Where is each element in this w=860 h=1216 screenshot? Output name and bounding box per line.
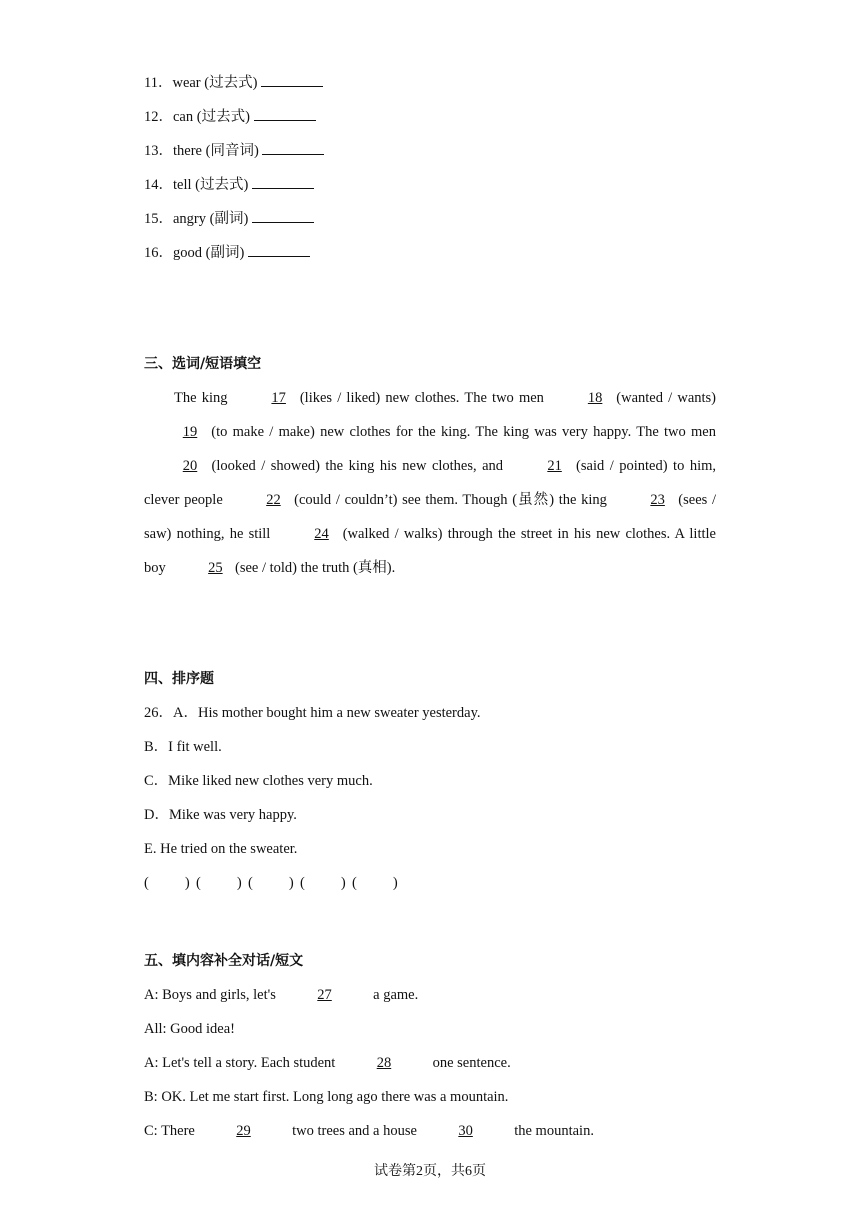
question-26-option-a: 26．A．His mother bought him a new sweater yesterday. [144, 705, 481, 721]
option-c: C．Mike liked new clothes very much. [144, 773, 373, 789]
question-14: 14．tell (过去式) [144, 174, 314, 195]
question-15: 15．angry (副词) [144, 208, 314, 229]
question-12: 12．can (过去式) [144, 106, 316, 127]
blank-20[interactable]: 20 [182, 458, 198, 474]
blank-17[interactable]: 17 [271, 390, 286, 406]
option-d: D．Mike was very happy. [144, 807, 297, 823]
answer-blank[interactable] [262, 140, 324, 155]
blank-27[interactable]: 27 [317, 987, 332, 1003]
question-11: 11．wear (过去式) [144, 72, 323, 93]
section-5-title: 五、填内容补全对话/短文 [144, 953, 304, 969]
blank-29[interactable]: 29 [236, 1123, 251, 1139]
question-13: 13．there (同音词) [144, 140, 324, 161]
option-e: E. He tried on the sweater. [144, 841, 298, 857]
answer-blank[interactable] [254, 106, 316, 121]
dialogue-line-2: All: Good idea! [144, 1021, 236, 1037]
dialogue-line-3: A: Let's tell a story. Each student 28 one sentence. [144, 1055, 511, 1071]
section-4-title: 四、排序题 [144, 671, 214, 687]
blank-23[interactable]: 23 [650, 492, 665, 508]
blank-19[interactable]: 19 [182, 424, 198, 440]
answer-blank[interactable] [252, 208, 314, 223]
blank-21[interactable]: 21 [547, 458, 562, 474]
page-footer: 试卷第2页，共6页 [374, 1164, 486, 1179]
answer-blank[interactable] [261, 72, 323, 87]
section-3-title: 三、选词/短语填空 [144, 356, 262, 372]
blank-24[interactable]: 24 [314, 526, 329, 542]
question-16: 16．good (副词) [144, 242, 310, 263]
answer-blank[interactable] [248, 242, 310, 257]
dialogue-line-4: B: OK. Let me start first. Long long ago there was a mountain. [144, 1089, 509, 1105]
dialogue-line-5: C: There 29 two trees and a house 30 the mountain. [144, 1123, 594, 1139]
answer-blank[interactable] [252, 174, 314, 189]
blank-28[interactable]: 28 [376, 1055, 392, 1071]
order-answer-parens[interactable]: ( ) ( ) ( ) ( ) ( ) [144, 875, 398, 891]
blank-30[interactable]: 30 [458, 1123, 473, 1139]
dialogue-line-1: A: Boys and girls, let's 27 a game. [144, 987, 419, 1003]
section-3-passage: The king 17 (likes / liked) new clothes. The two men 18 (wanted / wants) 19 (to make / make) new clothes for the king. The king was very happy. The two men 20 (looked / showed) the king his new clothes, and 21 (said / pointed) to him, clever people 22 (could / couldn’t) see them. Though (虽然) the king 23 (sees / saw) nothing, he still 24 (walked / walks) through the street in his new clothes. A little boy 25 (see / told) the truth (真相). [144, 381, 716, 585]
blank-22[interactable]: 22 [266, 492, 281, 508]
blank-18[interactable]: 18 [587, 390, 603, 406]
blank-25[interactable]: 25 [208, 560, 223, 576]
option-b: B．I fit well. [144, 739, 222, 755]
